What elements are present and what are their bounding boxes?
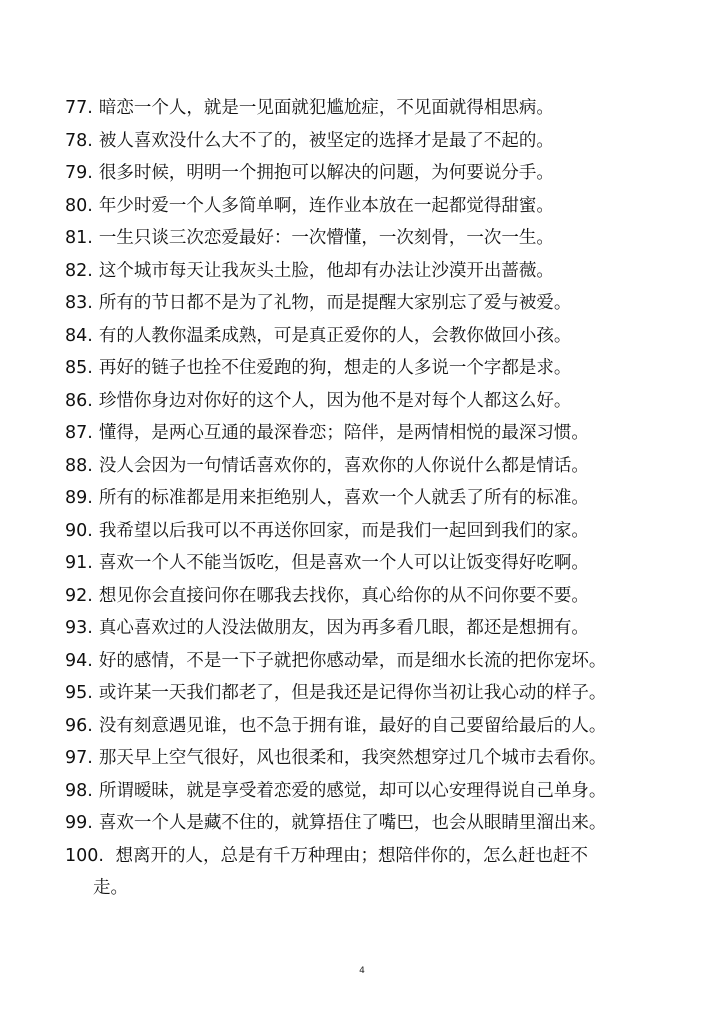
item-text: 有的人教你温柔成熟，可是真正爱你的人，会教你做回小孩。 — [98, 325, 572, 346]
item-text: 喜欢一个人是藏不住的，就算捂住了嘴巴，也会从眼睛里溜出来。 — [98, 813, 607, 833]
item-number: 86. — [65, 390, 93, 411]
list-item — [65, 255, 685, 288]
item-text: 暗恋一个人，就是一见面就犯尴尬症，不见面就得相思病。 — [98, 98, 554, 118]
item-text: 想见你会直接问你在哪我去找你，真心给你的从不问你要不要。 — [98, 585, 589, 606]
list-item — [65, 710, 685, 743]
list-item — [65, 92, 685, 125]
list-item — [65, 807, 685, 840]
list-item — [65, 612, 685, 645]
item-text: 所有的节日都不是为了礼物，而是提醒大家别忘了爱与被爱。 — [98, 293, 572, 313]
item-text: 很多时候，明明一个拥抱可以解决的问题，为何要说分手。 — [98, 163, 554, 183]
item-text: 一生只谈三次恋爱最好：一次懵懂，一次刻骨，一次一生。 — [98, 228, 554, 248]
list-item — [65, 645, 685, 678]
item-text: 珍惜你身边对你好的这个人，因为他不是对每个人都这么好。 — [98, 390, 572, 411]
list-item — [65, 450, 685, 483]
list-item — [65, 742, 685, 775]
item-number: 88. — [65, 455, 93, 476]
list-item — [65, 547, 685, 580]
list-item — [65, 222, 685, 255]
item-number: 83. — [65, 293, 93, 313]
item-text: 这个城市每天让我灰头土脸，他却有办法让沙漠开出蔷薇。 — [98, 260, 554, 281]
item-text: 或许某一天我们都老了，但是我还是记得你当初让我心动的样子。 — [98, 683, 607, 703]
item-text: 再好的链子也拴不住爱跑的狗，想走的人多说一个字都是求。 — [98, 358, 572, 378]
list-item — [65, 515, 685, 548]
item-number: 85. — [65, 358, 93, 378]
list-item-last — [65, 840, 685, 905]
item-text: 年少时爱一个人多简单啊，连作业本放在一起都觉得甜蜜。 — [98, 195, 554, 216]
list-item — [65, 352, 685, 385]
list-item — [65, 157, 685, 190]
item-number: 96. — [65, 715, 93, 736]
item-number: 95. — [65, 683, 93, 703]
item-number: 84. — [65, 325, 93, 346]
list-item — [65, 482, 685, 515]
list-item — [65, 125, 685, 158]
quote-list — [65, 92, 685, 905]
list-item — [65, 417, 685, 450]
item-number: 78. — [65, 130, 93, 151]
item-text: 真心喜欢过的人没法做朋友，因为再多看几眼，都还是想拥有。 — [98, 618, 589, 638]
item-number: 94. — [65, 650, 93, 671]
item-text: 懂得，是两心互通的最深眷恋；陪伴，是两情相悦的最深习惯。 — [98, 423, 589, 443]
item-text: 没有刻意遇见谁，也不急于拥有谁，最好的自己要留给最后的人。 — [98, 715, 607, 736]
item-number: 99. — [65, 813, 93, 833]
item-text: 好的感情，不是一下子就把你感动晕，而是细水长流的把你宠坏。 — [98, 650, 607, 671]
item-text: 所有的标准都是用来拒绝别人，喜欢一个人就丢了所有的标准。 — [98, 488, 589, 508]
item-number: 77. — [65, 98, 93, 118]
item-text: 所谓暧昧，就是享受着恋爱的感觉，却可以心安理得说自己单身。 — [98, 780, 607, 801]
item-number: 92. — [65, 585, 93, 606]
item-number: 98. — [65, 780, 93, 801]
item-number: 97. — [65, 748, 93, 768]
list-item — [65, 190, 685, 223]
item-text: 没人会因为一句情话喜欢你的，喜欢你的人你说什么都是情话。 — [98, 455, 589, 476]
page-number: 4 — [359, 966, 365, 976]
item-number: 81. — [65, 228, 93, 248]
list-item — [65, 287, 685, 320]
item-text: 被人喜欢没什么大不了的，被坚定的选择才是最了不起的。 — [98, 130, 554, 151]
item-number: 79. — [65, 163, 93, 183]
item-number: 93. — [65, 618, 93, 638]
item-text: 喜欢一个人不能当饭吃，但是喜欢一个人可以让饭变得好吃啊。 — [98, 553, 589, 573]
item-text: 想离开的人，总是有千万种理由；想陪伴你的，怎么赶也赶不 — [115, 845, 589, 866]
list-item — [65, 580, 685, 613]
item-number: 91. — [65, 553, 93, 573]
item-text: 那天早上空气很好，风也很柔和，我突然想穿过几个城市去看你。 — [98, 748, 607, 768]
list-item — [65, 320, 685, 353]
list-item — [65, 385, 685, 418]
item-number: 80. — [65, 195, 93, 216]
item-number: 100. — [65, 845, 104, 866]
item-number: 90. — [65, 520, 93, 541]
item-text: 我希望以后我可以不再送你回家，而是我们一起回到我们的家。 — [98, 520, 589, 541]
list-item — [65, 775, 685, 808]
item-continuation-line: 走。 — [93, 878, 128, 898]
list-item — [65, 677, 685, 710]
item-number: 82. — [65, 260, 93, 281]
item-number: 89. — [65, 488, 93, 508]
item-first-line — [65, 840, 685, 873]
item-number: 87. — [65, 423, 93, 443]
